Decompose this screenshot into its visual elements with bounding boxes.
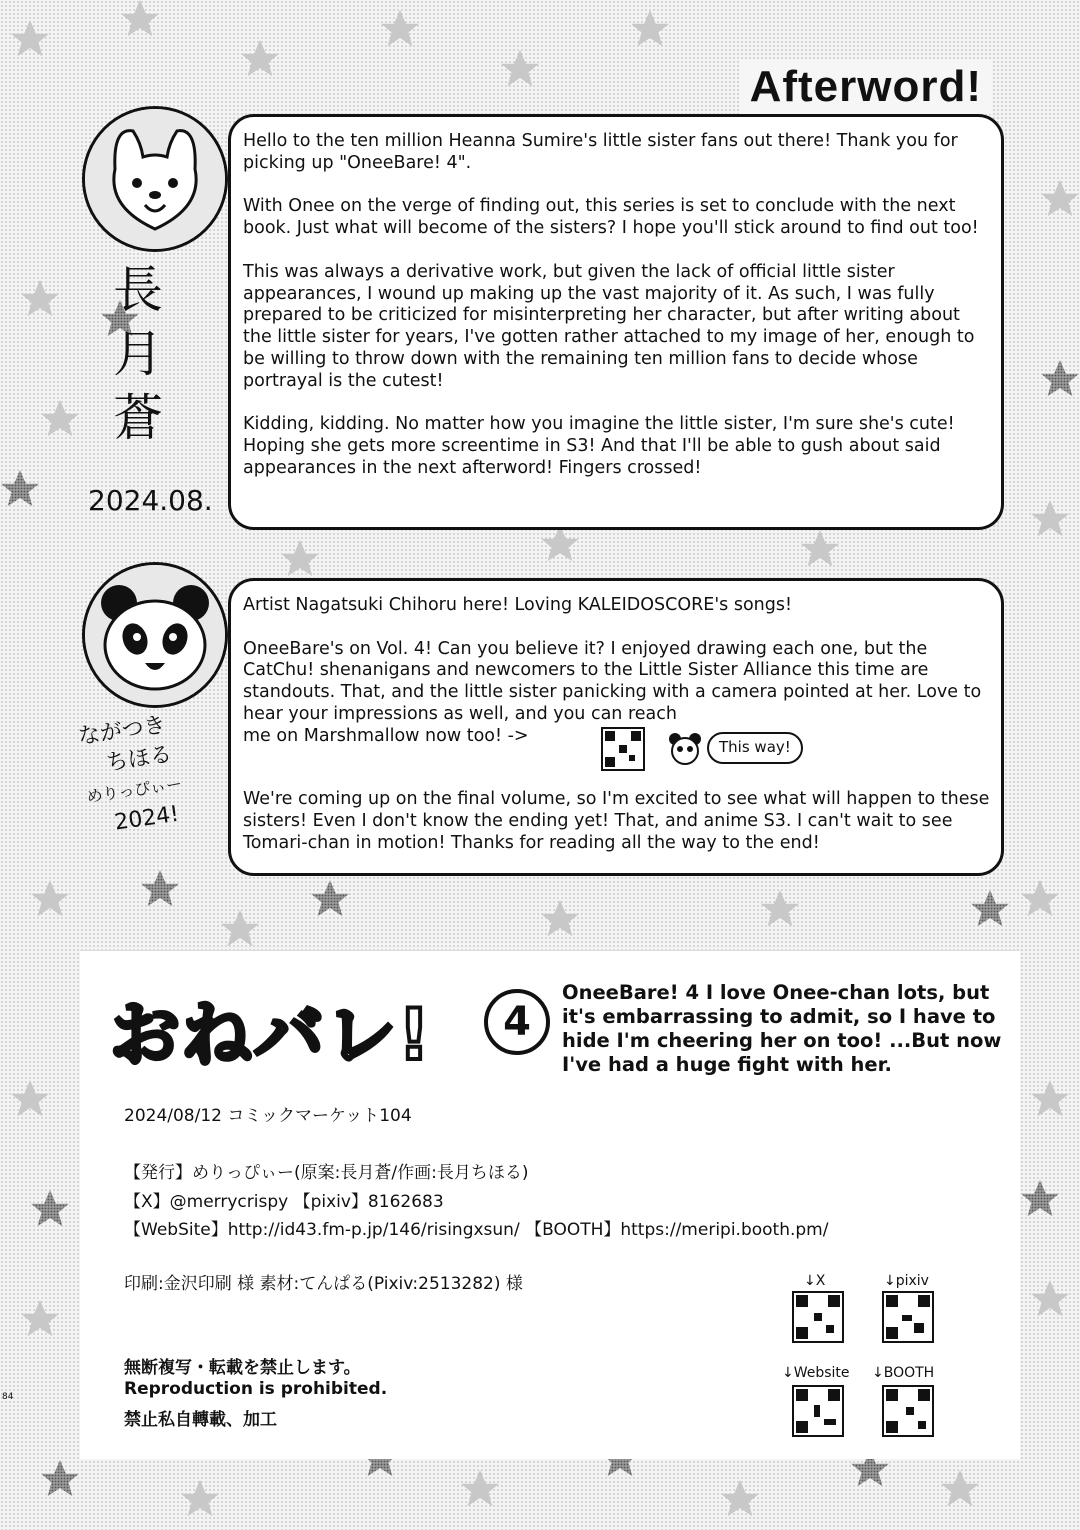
qr-label-x: ↓X <box>804 1273 826 1289</box>
website-links: 【WebSite】http://id43.fm-p.jp/146/risingxsun/ 【BOOTH】https://meripi.booth.pm/ <box>124 1220 829 1240</box>
notice-english: Reproduction is prohibited. <box>124 1379 388 1399</box>
artist-paragraph-text: me on Marshmallow now too! -> <box>243 725 529 746</box>
artist-paragraph: Artist Nagatsuki Chihoru here! Loving KALEIDOSCORE's songs! <box>243 595 792 615</box>
this-way-label: This way! <box>707 732 803 764</box>
page-title: Afterword! <box>740 60 992 114</box>
author-paragraph: Hello to the ten million Heanna Sumire's little sister fans out there! Thank you for picking up "OneeBare! 4". <box>243 131 958 173</box>
book-blurb: OneeBare! 4 I love Onee-chan lots, but it's embarrassing to admit, so I have to hide I'm cheering her on too! ...But now I've had a huge fight with her. <box>562 981 1002 1076</box>
dog-face-icon <box>85 109 225 249</box>
social-links: 【X】@merrycrispy 【pixiv】8162683 <box>124 1192 444 1212</box>
artist-avatar <box>82 562 228 708</box>
author-avatar <box>82 106 228 252</box>
x-qr-code[interactable] <box>792 1291 844 1343</box>
artist-paragraph-text: OneeBare's on Vol. 4! Can you believe it? I enjoyed drawing each one, but the CatChu! shenanigans and newcomers to the Little Sister Alliance this time are standouts. That, and the little sister panicking with a camera pointed at her. Love to hear your impressions as well, and you can reach <box>243 638 982 724</box>
author-speech-bubble <box>228 114 1004 530</box>
panda-mini-icon <box>667 731 703 765</box>
artist-signature <box>76 702 241 842</box>
author-paragraph: This was always a derivative work, but given the lack of official little sister appearances, I wound up making up the vast majority of it. As such, I was fully prepared to be criticized for misinterpreting her character, but after writing about the little sister for years, I've gotten rather attached to my image of her, enough to be willing to throw down with the remaining ten million fans to decide whose portrayal is the cutest! <box>243 261 975 391</box>
author-date-signature: 2024.08. <box>88 484 213 517</box>
series-logo: おねバレ! <box>110 994 432 1076</box>
pixiv-qr-code[interactable] <box>882 1291 934 1343</box>
page-number: 84 <box>2 1392 14 1402</box>
qr-label-booth: ↓BOOTH <box>872 1365 935 1381</box>
publisher-info: 【発行】めりっぴぃー(原案:長月蒼/作画:長月ちほる) <box>124 1163 529 1183</box>
artist-signature-line: めりっぴぃー <box>85 774 184 807</box>
website-qr-code[interactable] <box>792 1385 844 1437</box>
artist-signature-line: ちほる <box>104 742 174 777</box>
author-name-signature: 長月蒼 <box>113 261 163 447</box>
author-paragraph: With Onee on the verge of finding out, this series is set to conclude with the next book. Just what will become of the sisters? I hope you'll stick around to find out too! <box>243 196 979 239</box>
author-paragraph: Kidding, kidding. No matter how you imagine the little sister, I'm sure she's cute! Hoping she gets more screentime in S3! And that I'll be able to gush about said appearances in the next afterword! Fingers crossed! <box>243 414 955 478</box>
this-way-callout <box>667 731 803 765</box>
qr-label-website: ↓Website <box>782 1365 850 1381</box>
colophon-panel <box>80 950 1020 1459</box>
date-event: 2024/08/12 コミックマーケット104 <box>124 1106 412 1126</box>
volume-number-badge: 4 <box>484 989 550 1055</box>
notice-japanese: 無断複写・転載を禁止します。 <box>124 1358 361 1378</box>
panda-face-icon <box>85 565 225 705</box>
notice-chinese: 禁止私自轉載、加工 <box>124 1410 277 1430</box>
printing-credits: 印刷:金沢印刷 様 素材:てんぱる(Pixiv:2513282) 様 <box>124 1274 523 1294</box>
artist-signature-line: ながつき <box>76 712 168 750</box>
artist-paragraph: We're coming up on the final volume, so I'm excited to see what will happen to these sisters! Even I don't know the ending yet! That, and anime S3. I can't wait to see Tomari-chan in motion! Thanks for reading all the way to the end! <box>243 789 990 853</box>
artist-speech-bubble <box>228 578 1004 876</box>
artist-signature-line: 2024! <box>112 801 181 836</box>
booth-qr-code[interactable] <box>882 1385 934 1437</box>
marshmallow-qr-code[interactable] <box>601 727 645 771</box>
qr-label-pixiv: ↓pixiv <box>884 1273 929 1289</box>
